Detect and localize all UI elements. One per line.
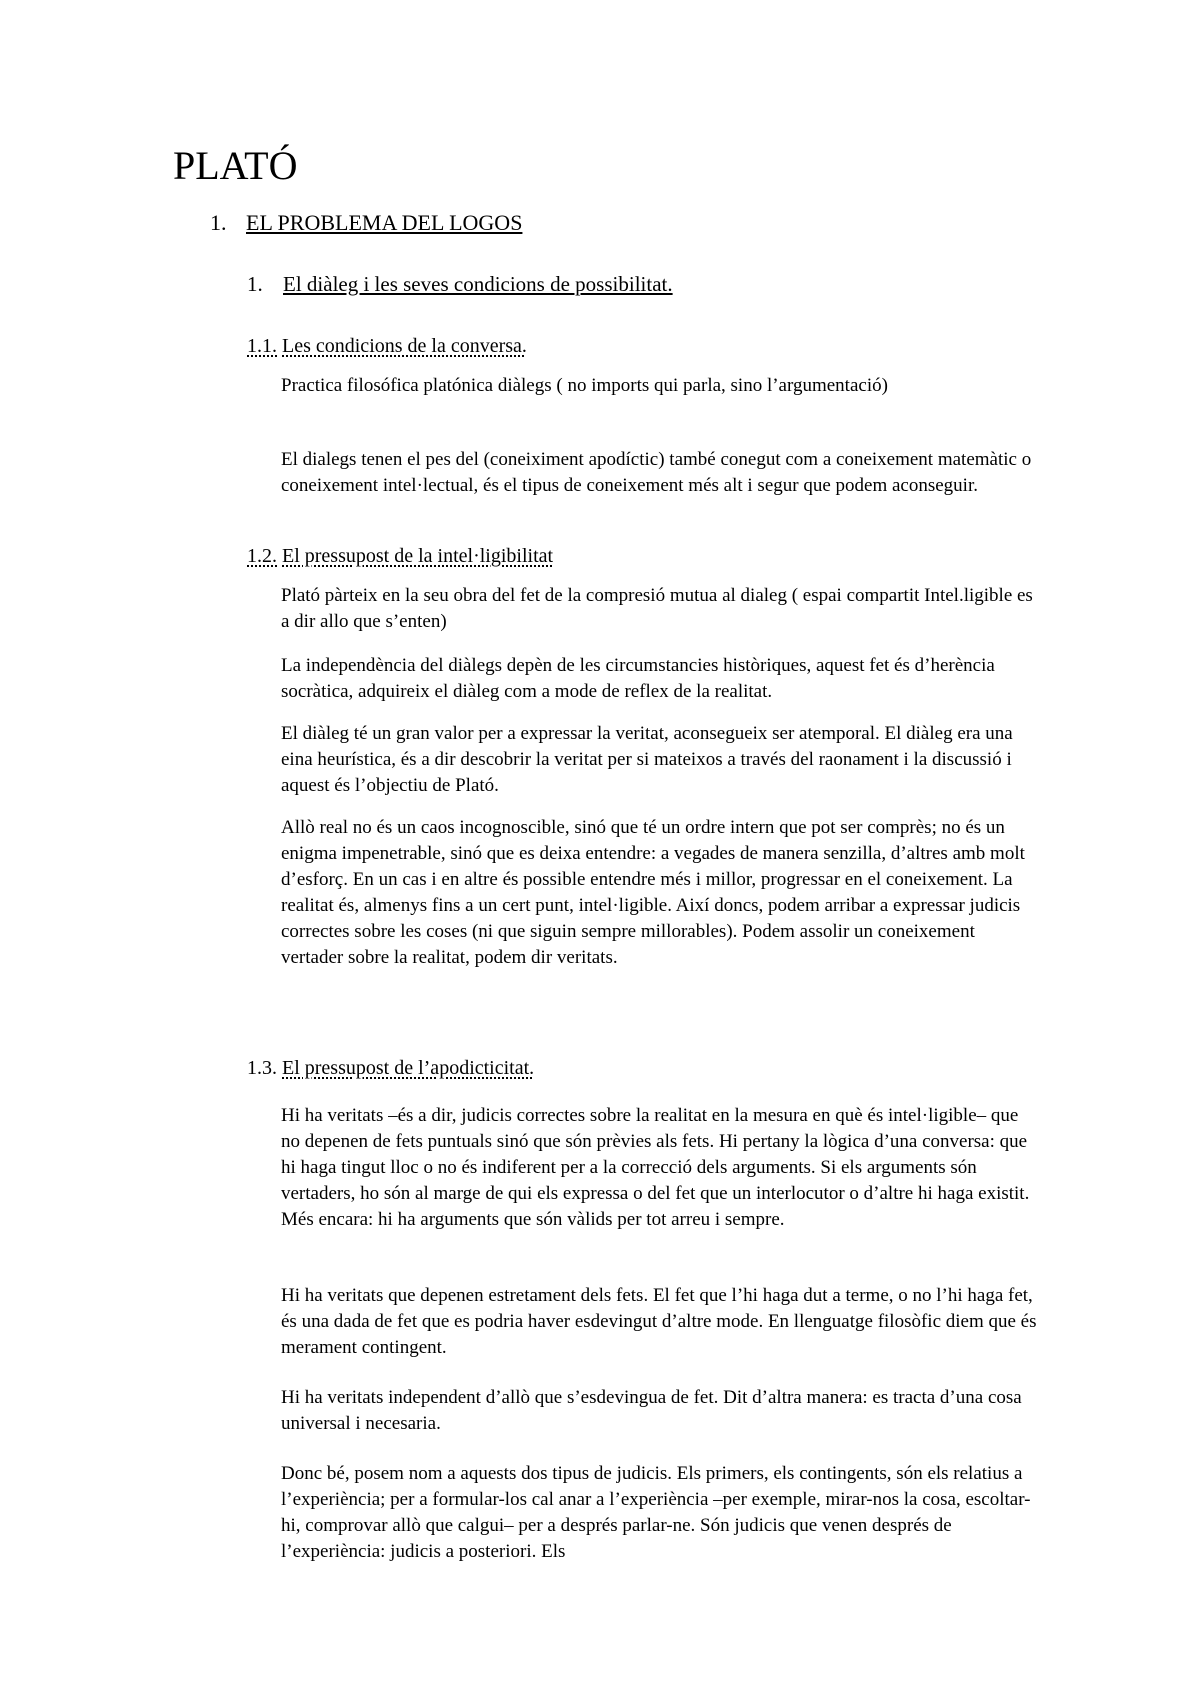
paragraph: El diàleg té un gran valor per a expressar la veritat, aconsegueix ser atemporal. El diàleg era una eina heurística, és a dir descobrir la veritat per si mateixos a través del raonament i la discussió i aquest és l’objectiu de Plató. (281, 723, 1013, 796)
section-label: EL PROBLEMA DEL LOGOS (246, 210, 523, 235)
heading-1-3-number: 1.3. (247, 1057, 277, 1079)
heading-1-3-label: El pressupost de l’apodicticitat. (282, 1057, 535, 1079)
heading-1-2 (247, 543, 553, 569)
section-number: 1. (210, 210, 227, 235)
heading-1-2-number: 1.2. (247, 545, 277, 567)
paragraph: La independència del diàlegs depèn de les circumstancies històriques, aquest fet és d’herència socràtica, adquireix el diàleg com a mode de reflex de la realitat. (281, 655, 995, 702)
section-heading (210, 209, 522, 237)
paragraph: El dialegs tenen el pes del (coneiximent apodíctic) també conegut com a coneixement matemàtic o coneixement intel·lectual, és el tipus de coneixement més alt i segur que podem aconseguir. (281, 449, 1032, 496)
paragraph: Hi ha veritats que depenen estretament dels fets. El fet que l’hi haga dut a terme, o no l’hi haga fet, és una dada de fet que es podria haver esdevingut d’altre mode. En llenguatge filosòfic diem que és merament contingent. (281, 1285, 1037, 1358)
paragraph: Practica filosófica platónica diàlegs ( no imports qui parla, sino l’argumentació) (281, 375, 888, 396)
document-title: PLATÓ (173, 143, 298, 188)
heading-1-1-label: Les condicions de la conversa. (282, 335, 527, 357)
subsection-number: 1. (247, 272, 263, 296)
paragraph: Allò real no és un caos incognoscible, sinó que té un ordre intern que pot ser comprès; no és un enigma impenetrable, sinó que es deixa entendre: a vegades de manera senzilla, d’altres amb molt d’esforç. En un cas i en altre és possible entendre més i millor, progressar en el coneixement. La realitat és, almenys fins a un cert punt, intel·ligible. Així doncs, podem arribar a expressar judicis correctes sobre les coses (ni que siguin sempre millorables). Podem assolir un coneixement vertader sobre la realitat, podem dir veritats. (281, 817, 1025, 968)
paragraph: Hi ha veritats –és a dir, judicis correctes sobre la realitat en la mesura en què és intel·ligible– que no depenen de fets puntuals sinó que són prèvies als fets. Hi pertany la lògica d’una conversa: que hi haga tingut lloc o no és indiferent per a la correcció dels arguments. Si els arguments són vertaders, ho són al marge de qui els expressa o del fet que un interlocutor o d’altre hi haga existit. Més encara: hi ha arguments que són vàlids per tot arreu i sempre. (281, 1105, 1030, 1230)
heading-1-2-label: El pressupost de la intel·ligibilitat (282, 545, 554, 567)
heading-1-1-number: 1.1. (247, 335, 277, 357)
subsection-heading (247, 270, 673, 298)
heading-1-3 (247, 1055, 534, 1081)
subsection-label: El diàleg i les seves condicions de possibilitat. (283, 272, 673, 296)
heading-1-1 (247, 333, 527, 359)
paragraph: Hi ha veritats independent d’allò que s’esdevingua de fet. Dit d’altra manera: es tracta d’una cosa universal i necesaria. (281, 1387, 1022, 1434)
paragraph: Donc bé, posem nom a aquests dos tipus de judicis. Els primers, els contingents, són els relatius a l’experiència; per a formular-los cal anar a l’experiència –per exemple, mirar-nos la cosa, escoltar-hi, comprovar allò que calgui– per a després parlar-ne. Són judicis que venen després de l’experiència: judicis a posteriori. Els (281, 1463, 1031, 1562)
paragraph: Plató pàrteix en la seu obra del fet de la compresió mutua al dialeg ( espai compartit Intel.ligible es a dir allo que s’enten) (281, 585, 1033, 632)
